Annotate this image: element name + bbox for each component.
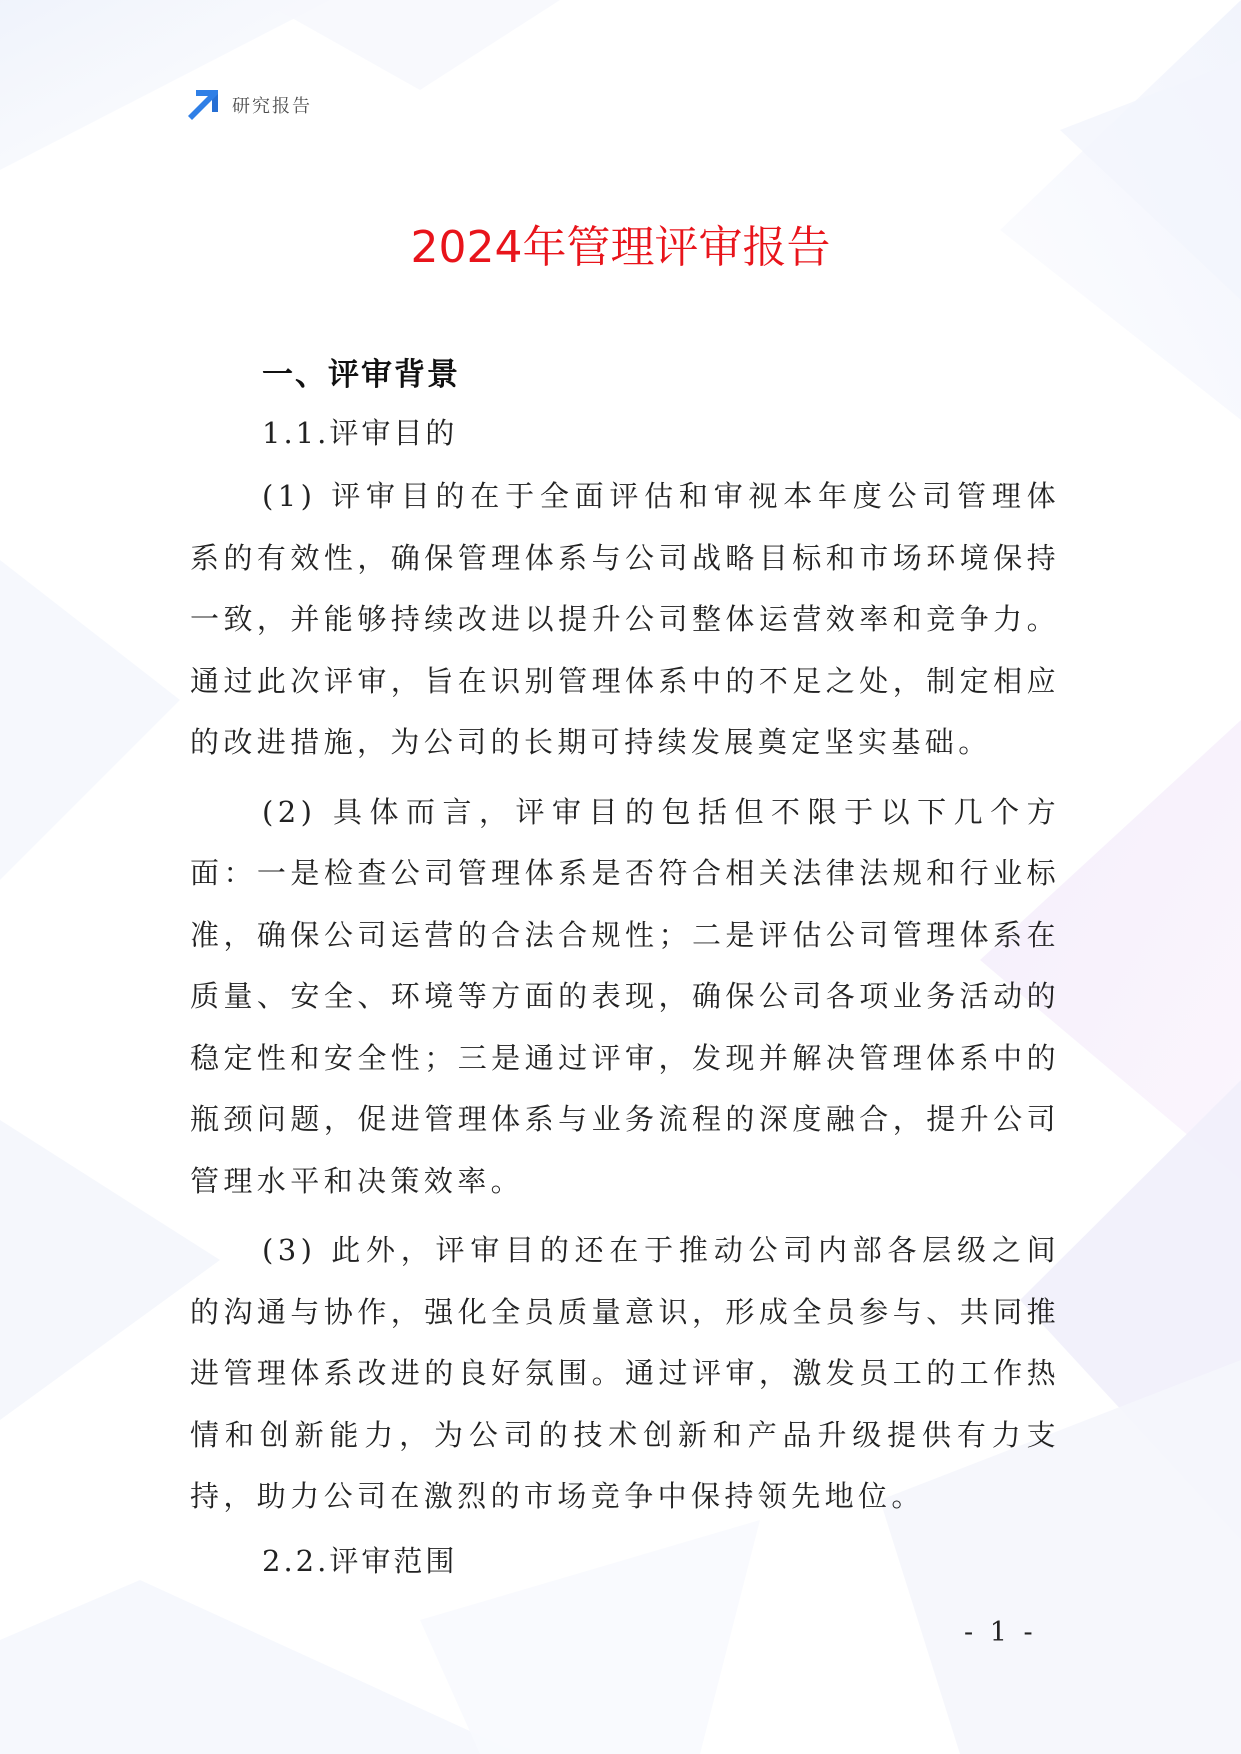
page-number: - 1 - bbox=[964, 1617, 1037, 1648]
page-header bbox=[186, 88, 312, 122]
paragraph: (2) 具体而言，评审目的包括但不限于以下几个方面：一是检查公司管理体系是否符合相关法律法规和行业标准，确保公司运营的合法合规性；二是评估公司管理体系在质量、安全、环境等方面的表现，确保公司各项业务活动的稳定性和安全性；三是通过评审，发现并解决管理体系中的瓶颈问题，促进管理体系与业务流程的深度融合，提升公司管理水平和决策效率。 bbox=[190, 794, 1060, 1198]
subsection-heading: 2.2.评审范围 bbox=[262, 1543, 458, 1578]
section-heading: 一、评审背景 bbox=[262, 357, 460, 393]
header-label: 研究报告 bbox=[232, 96, 312, 117]
paragraph: (3) 此外，评审目的还在于推动公司内部各层级之间的沟通与协作，强化全员质量意识，形成全员参与、共同推进管理体系改进的良好氛围。通过评审，激发员工的工作热情和创新能力，为公司的技术创新和产品升级提供有力支持，助力公司在激烈的市场竞争中保持领先地位。 bbox=[190, 1233, 1060, 1513]
arrow-up-right-icon bbox=[186, 88, 220, 122]
paragraph: (1) 评审目的在于全面评估和审视本年度公司管理体系的有效性，确保管理体系与公司战略目标和市场环境保持一致，并能够持续改进以提升公司整体运营效率和竞争力。通过此次评审，旨在识别管理体系中的不足之处，制定相应的改进措施，为公司的长期可持续发展奠定坚实基础。 bbox=[190, 479, 1060, 759]
document-body bbox=[190, 350, 1060, 1586]
document-title: 2024年管理评审报告 bbox=[410, 222, 831, 273]
subsection-heading: 1.1.评审目的 bbox=[262, 416, 458, 450]
